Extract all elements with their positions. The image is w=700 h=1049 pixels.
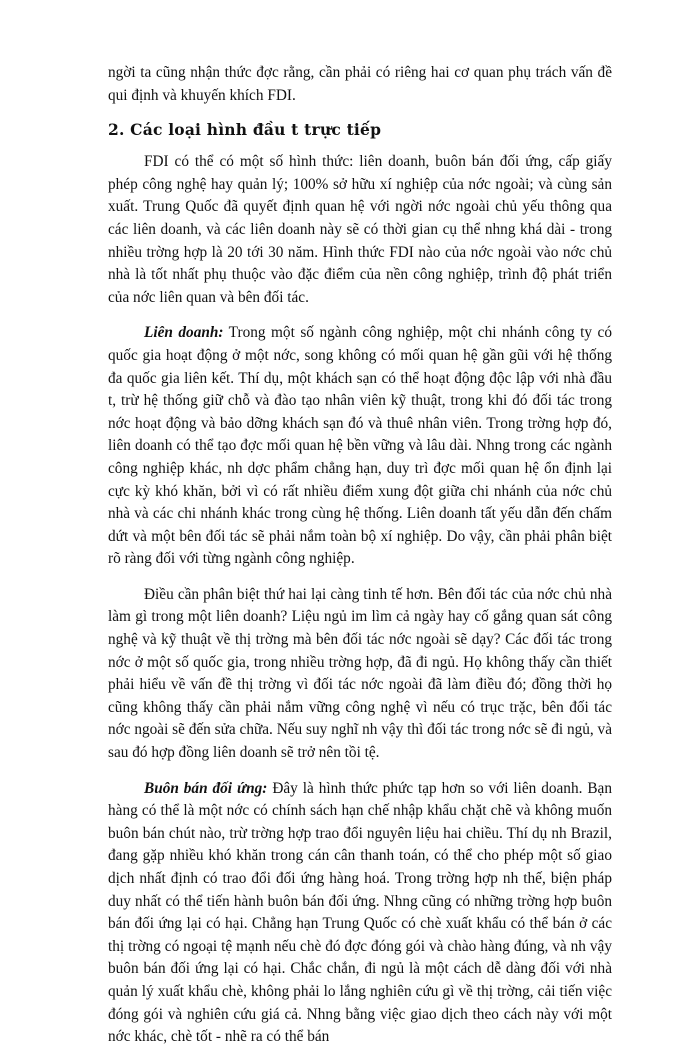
joint-venture-text: Trong một số ngành công nghiệp, một chi nhánh công ty có quốc gia hoạt động ở một nớc, song không có mối quan hệ gần gũi với hệ thống đa quốc gia liên kết. Thí dụ, một khách sạn có thể hoạt động độc lập với nhà đầu t, trừ hệ thống giữ chỗ và đào tạo nhân viên kỹ thuật, trong khi đó đối tác trong nớc hoạt động và bảo dỡng khách sạn đó và thuê nhân viên. Trong trờng hợp đó, liên doanh có thể tạo đợc mối quan hệ bền vững và lâu dài. Nhng trong các ngành công nghiệp khác, nh dợc phẩm chẳng hạn, duy trì đợc mối quan hệ ổn định lại cực kỳ khó khăn, bởi vì có rất nhiều điểm xung đột giữa chi nhánh của nớc chủ nhà và các chi nhánh khác trong cùng hệ thống. Liên doanh tất yếu dẫn đến chấm dứt và một bên đối tác sẽ phải nắm toàn bộ xí nghiệp. Do vậy, cần phải phân biệt rõ ràng đối với từng ngành công nghiệp.	[108, 324, 612, 568]
paragraph-joint-venture	[108, 322, 612, 571]
paragraph-countertrade	[108, 778, 612, 1049]
paragraph-second-distinction: Điều cần phân biệt thứ hai lại càng tinh tế hơn. Bên đối tác của nớc chủ nhà làm gì trong một liên doanh? Liệu ngủ im lìm cả ngày hay cố gắng quan sát công nghệ và kỹ thuật về thị trờng mà bên đối tác nớc ngoài sẽ dạy? Các đối tác trong nớc ở một số quốc gia, trong nhiều trờng hợp, đã đi ngủ. Họ không thấy cần thiết phải hiểu về vấn đề thị trờng vì đối tác nớc ngoài đã làm điều đó; đồng thời họ cũng không thấy cần phải nắm vững công nghệ vì nếu có trục trặc, bên đối tác nớc ngoài sẽ đến sửa chữa. Nếu suy nghĩ nh vậy thì đối tác trong nớc sẽ đi ngủ, và sau đó hợp đồng liên doanh sẽ trở nên tồi tệ.	[108, 585, 612, 762]
countertrade-text: Đây là hình thức phức tạp hơn so với liên doanh. Bạn hàng có thể là một nớc có chính sách hạn chế nhập khẩu chặt chẽ và không muốn buôn bán chút nào, trừ trờng hợp trao đổi nguyên liệu hai chiều. Thí dụ nh Brazil, đang gặp nhiều khó khăn trong cán cân thanh toán, có thể cho phép một số giao dịch nhất định có trao đổi đối ứng hàng hoá. Trong trờng hợp nh thế, biện pháp duy nhất có thể tiến hành buôn bán đối ứng. Nhng cũng có những trờng hợp buôn bán đối ứng lại có hại. Chẳng hạn Trung Quốc có chè xuất khẩu có thể bán ở các thị trờng có ngoại tệ mạnh nếu chè đó đợc đóng gói và chào hàng đúng, và nh vậy buôn bán đối ứng lại có hại. Chắc chắn, đi ngủ là một cách dễ dàng đối với nhà quản lý xuất khẩu chè, không phải lo lắng nghiên cứu gì về thị trờng, cải tiến việc đóng gói và nghiên cứu giá cả. Nhng bằng việc giao dịch theo cách này với một nớc khác, chè tốt - nhẽ ra có thể bán	[108, 779, 612, 1046]
section-heading: 2. Các loại hình đầu t trực tiếp	[108, 120, 382, 140]
intro-paragraph: ngời ta cũng nhận thức đợc rằng, cần phải có riêng hai cơ quan phụ trách vấn đề qui định và khuyến khích FDI.	[108, 64, 612, 104]
term-countertrade: Buôn bán đối ứng:	[144, 779, 268, 797]
paragraph-fdi-forms: FDI có thể có một số hình thức: liên doanh, buôn bán đối ứng, cấp giấy phép công nghệ hay quản lý; 100% sở hữu xí nghiệp của nớc ngoài; và cùng sản xuất. Trung Quốc đã quyết định quan hệ với ngời nớc ngoài chủ yếu thông qua các liên doanh, và các liên doanh này sẽ có thời gian cụ thể nhng khá dài - trong nhiều trờng hợp là 20 tới 30 năm. Hình thức FDI nào của nớc ngoài vào nớc chủ nhà là tốt nhất phụ thuộc vào đặc điểm của nền công nghiệp, trình độ phát triển của nớc liên quan và bên đối tác.	[108, 153, 612, 306]
term-joint-venture: Liên doanh:	[144, 324, 224, 342]
